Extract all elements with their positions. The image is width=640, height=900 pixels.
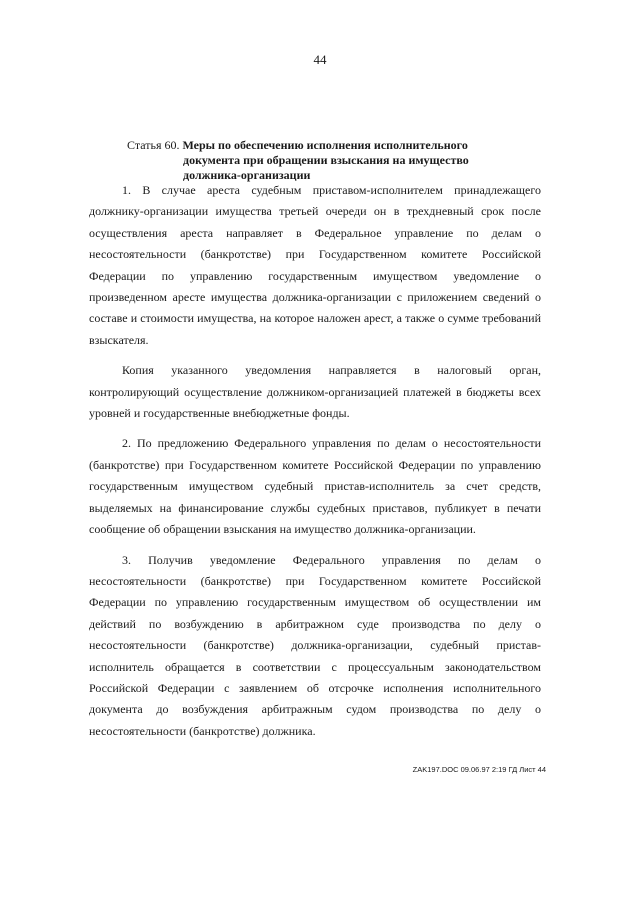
article-heading (127, 138, 527, 183)
page-number: 44 (313, 52, 327, 67)
article-title-line-1: Меры по обеспечению исполнения исполнительного (182, 138, 468, 152)
article-title-line-2: документа при обращении взыскания на имущество (183, 153, 469, 167)
article-body (89, 180, 541, 751)
paragraph-2: Копия указанного уведомления направляется в налоговый орган, контролирующий осуществление должником-организацией платежей в бюджеты всех уровней и государственные внебюджетные фонды. (89, 363, 541, 421)
document-footer: ZAK197.DOC 09.06.97 2:19 ГД Лист 44 (412, 765, 546, 774)
paragraph-1: 1. В случае ареста судебным приставом-исполнителем принадлежащего должнику-организации имущества третьей очереди он в трехдневный срок после осуществления ареста направляет в Федеральное управление по делам о несостоятельности (банкротстве) при Государственном комитете Российской Федерации по управлению государственным имуществом уведомление о произведенном аресте имущества должника-организации с приложением сведений о составе и стоимости имущества, на которое наложен арест, а также о сумме требований взыскателя. (89, 183, 541, 347)
article-title-line-3: должника-организации (183, 168, 311, 182)
article-number: Статья 60. (127, 138, 180, 152)
paragraph-3: 2. По предложению Федерального управления по делам о несостоятельности (банкротстве) при Государственном комитете Российской Федерации по управлению государственным имуществом судебный пристав-исполнитель за счет средств, выделяемых на финансирование службы судебных приставов, публикует в печати сообщение об обращении взыскания на имущество должника-организации. (89, 436, 541, 537)
paragraph-4: 3. Получив уведомление Федерального управления по делам о несостоятельности (банкротстве) при Государственном комитете Российской Федерации по управлению государственным имуществом об осуществлении им действий по возбуждению в арбитражном суде производства по делу о несостоятельности (банкротстве) должника-организации, судебный пристав-исполнитель обращается в соответствии с процессуальным законодательством Российской Федерации с заявлением об отсрочке исполнения исполнительного документа до возбуждения арбитражным судом производства по делу о несостоятельности (банкротстве) должника. (89, 552, 541, 738)
